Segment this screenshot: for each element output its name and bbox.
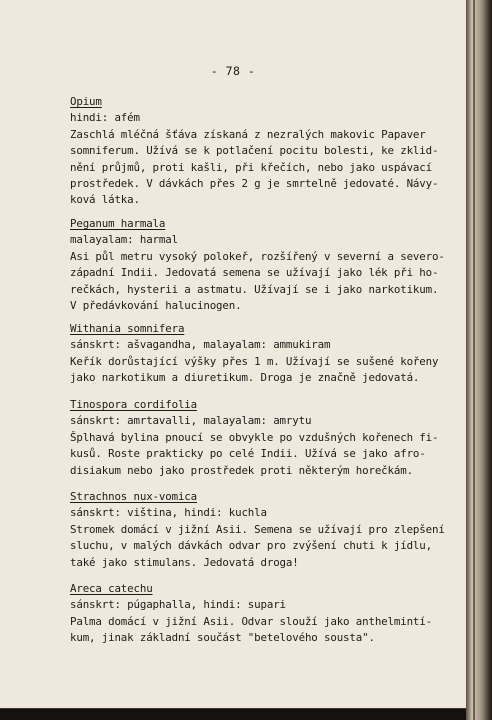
- entry-title: Tinospora cordifolia: [70, 398, 198, 411]
- entry-title: Opium: [70, 95, 102, 108]
- page-number: - 78 -: [210, 64, 256, 78]
- entry-line: sánskrt: viština, hindi: kuchla: [70, 506, 267, 520]
- entry-line: kusů. Roste prakticky po celé Indii. Užívá se jako afro-: [70, 447, 426, 461]
- entry-title: Withania somnifera: [70, 322, 185, 335]
- entry-line: Stromek domácí v jižní Asii. Semena se užívají pro zlepšení: [70, 522, 445, 536]
- entry-line: sluchu, v malých dávkách odvar pro zvýšení chuti k jídlu,: [70, 539, 432, 553]
- entry-withania-somnifera: [70, 321, 450, 387]
- entry-title: Areca catechu: [70, 582, 153, 595]
- entry-line: kum, jinak základní součást "betelového sousta".: [70, 631, 375, 645]
- entry-line: rečkách, hysterii a astmatu. Užívají se i jako narkotikum.: [70, 282, 439, 296]
- entry-line: prostředek. V dávkách přes 2 g je smrtelně jedovaté. Návy-: [70, 176, 439, 190]
- entry-tinospora-cordifolia: [70, 397, 450, 479]
- entry-line: Šplhavá bylina pnoucí se obvykle po vzdušných kořenech fi-: [70, 430, 439, 444]
- entry-line: také jako stimulans. Jedovatá droga!: [70, 555, 299, 569]
- entry-peganum-harmala: [70, 216, 450, 314]
- binding-stripe: [473, 0, 475, 720]
- entry-line: Palma domácí v jižní Asii. Odvar slouží jako anthelmintí-: [70, 614, 432, 628]
- entry-line: jako narkotikum a diuretikum. Droga je značně jedovatá.: [70, 371, 420, 385]
- entry-line: disiakum nebo jako prostředek proti některým horečkám.: [70, 463, 413, 477]
- entry-line: ková látka.: [70, 193, 140, 207]
- entry-line: Asi půl metru vysoký polokeř, rozšířený v severní a severo-: [70, 249, 445, 263]
- entry-line: Keřík dorůstající výšky přes 1 m. Užívají se sušené kořeny: [70, 354, 439, 368]
- entry-line: malayalam: harmal: [70, 233, 178, 247]
- entry-opium: [70, 94, 450, 209]
- entry-line: hindi: afém: [70, 111, 140, 125]
- entry-line: somniferum. Užívá se k potlačení pocitu bolesti, ke zklid-: [70, 144, 439, 158]
- entry-line: sánskrt: amrtavalli, malayalam: amrytu: [70, 414, 312, 428]
- entry-title: Strachnos nux-vomica: [70, 490, 198, 503]
- entry-line: sánskrt: púgaphalla, hindi: supari: [70, 598, 286, 612]
- entry-line: V předávkování halucinogen.: [70, 298, 242, 312]
- entry-strachnos-nux-vomica: [70, 489, 450, 571]
- entry-title: Peganum harmala: [70, 217, 166, 230]
- entry-line: Zaschlá mléčná šťáva získaná z nezralých makovic Papaver: [70, 127, 426, 141]
- entry-areca-catechu: [70, 581, 450, 647]
- book-binding: [466, 0, 492, 720]
- entry-line: západní Indii. Jedovatá semena se užívají jako lék při ho-: [70, 266, 439, 280]
- entry-line: sánskrt: ašvagandha, malayalam: ammukiram: [70, 338, 331, 352]
- entry-line: nění průjmů, proti kašli, při křečích, nebo jako uspávací: [70, 160, 432, 174]
